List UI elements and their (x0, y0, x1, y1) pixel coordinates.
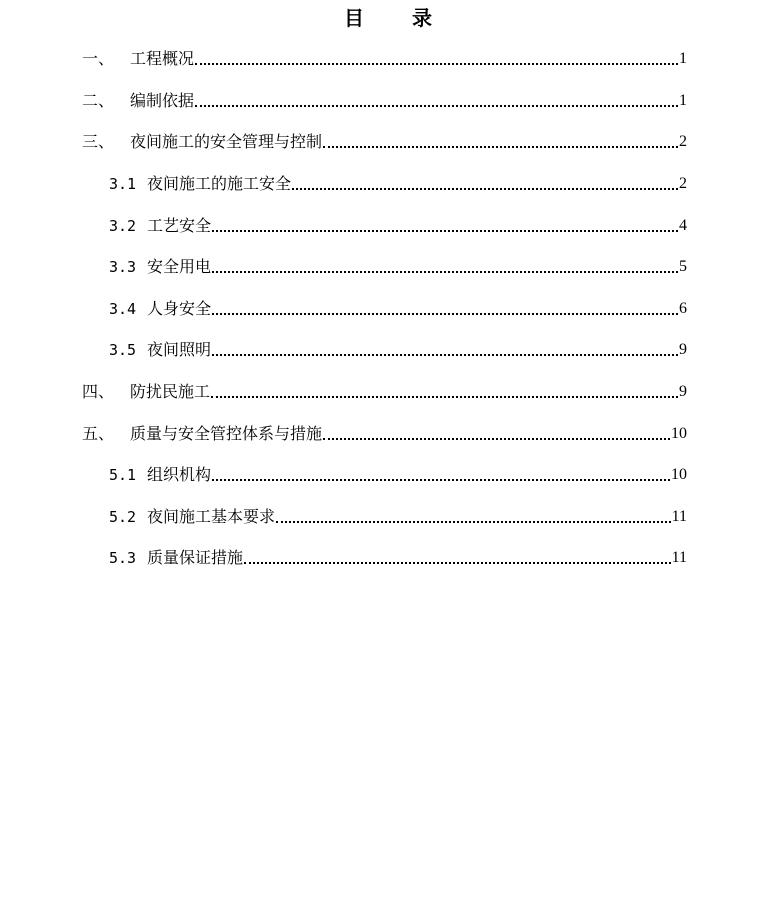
toc-entry[interactable] (109, 338, 687, 360)
toc-dot-leader (244, 561, 671, 564)
toc-entry-number: 3.3 (109, 258, 137, 276)
toc-dot-leader (212, 312, 678, 315)
toc-dot-leader (195, 104, 678, 107)
toc-title: 目 录 (344, 6, 446, 30)
toc-entry-page: 9 (679, 383, 687, 400)
toc-entry-number: 三、 (82, 132, 115, 151)
toc-entry[interactable] (82, 89, 687, 111)
toc-entry-title: 夜间照明 (147, 340, 212, 359)
toc-entry-number: 一、 (82, 49, 115, 68)
toc-dot-leader (323, 145, 678, 148)
toc-entry-number: 3.5 (109, 341, 137, 359)
toc-entry-page: 6 (679, 300, 687, 317)
toc-entry-number: 5.2 (109, 508, 137, 526)
toc-entry-page: 1 (679, 92, 687, 109)
toc-entry-number: 5.1 (109, 466, 137, 484)
toc-entry[interactable] (82, 47, 687, 69)
toc-dot-leader (212, 270, 678, 273)
toc-entry-title: 组织机构 (147, 465, 212, 484)
toc-entry-title: 编制依据 (130, 91, 195, 110)
toc-entry-title: 质量与安全管控体系与措施 (130, 424, 323, 443)
toc-entry-title: 工程概况 (130, 49, 195, 68)
toc-entry[interactable] (109, 255, 687, 277)
toc-entry-page: 9 (679, 341, 687, 358)
toc-entry-number: 3.4 (109, 300, 137, 318)
toc-entry-number: 5.3 (109, 549, 137, 567)
toc-entry-title: 防扰民施工 (130, 382, 211, 401)
toc-entry-page: 11 (671, 549, 687, 566)
toc-dot-leader (212, 229, 678, 232)
toc-entry-number: 3.1 (109, 175, 137, 193)
toc-dot-leader (276, 520, 671, 523)
toc-entry[interactable] (82, 130, 687, 152)
toc-entry[interactable] (109, 172, 687, 194)
toc-entry-page: 10 (671, 466, 687, 483)
toc-entry-title: 人身安全 (147, 299, 212, 318)
toc-entry-title: 夜间施工的施工安全 (147, 174, 292, 193)
toc-entry-page: 4 (679, 217, 687, 234)
toc-entry-title: 安全用电 (147, 257, 212, 276)
toc-dot-leader (195, 62, 678, 65)
toc-entry[interactable] (109, 297, 687, 319)
toc-dot-leader (323, 437, 670, 440)
toc-dot-leader (212, 353, 678, 356)
toc-entry[interactable] (109, 546, 687, 568)
toc-dot-leader (211, 395, 678, 398)
toc-entry-title: 夜间施工的安全管理与控制 (130, 132, 323, 151)
toc-entry[interactable] (109, 214, 687, 236)
toc-entry-number: 二、 (82, 91, 115, 110)
toc-dot-leader (212, 478, 670, 481)
toc-entry-title: 质量保证措施 (147, 548, 244, 567)
toc-entry[interactable] (109, 505, 687, 527)
toc-entry-page: 2 (679, 175, 687, 192)
toc-entry-page: 11 (671, 508, 687, 525)
toc-entry-page: 10 (671, 425, 687, 442)
toc-dot-leader (292, 187, 678, 190)
toc-entry-number: 四、 (82, 382, 115, 401)
toc-entry[interactable] (82, 380, 687, 402)
toc-entry-number: 五、 (82, 424, 115, 443)
toc-entry-title: 夜间施工基本要求 (147, 507, 276, 526)
toc-entry-page: 2 (679, 133, 687, 150)
toc-entry-page: 1 (679, 50, 687, 67)
toc-entry[interactable] (82, 422, 687, 444)
toc-entry-page: 5 (679, 258, 687, 275)
toc-entry[interactable] (109, 463, 687, 485)
toc-entry-number: 3.2 (109, 217, 137, 235)
toc-entry-title: 工艺安全 (147, 216, 212, 235)
